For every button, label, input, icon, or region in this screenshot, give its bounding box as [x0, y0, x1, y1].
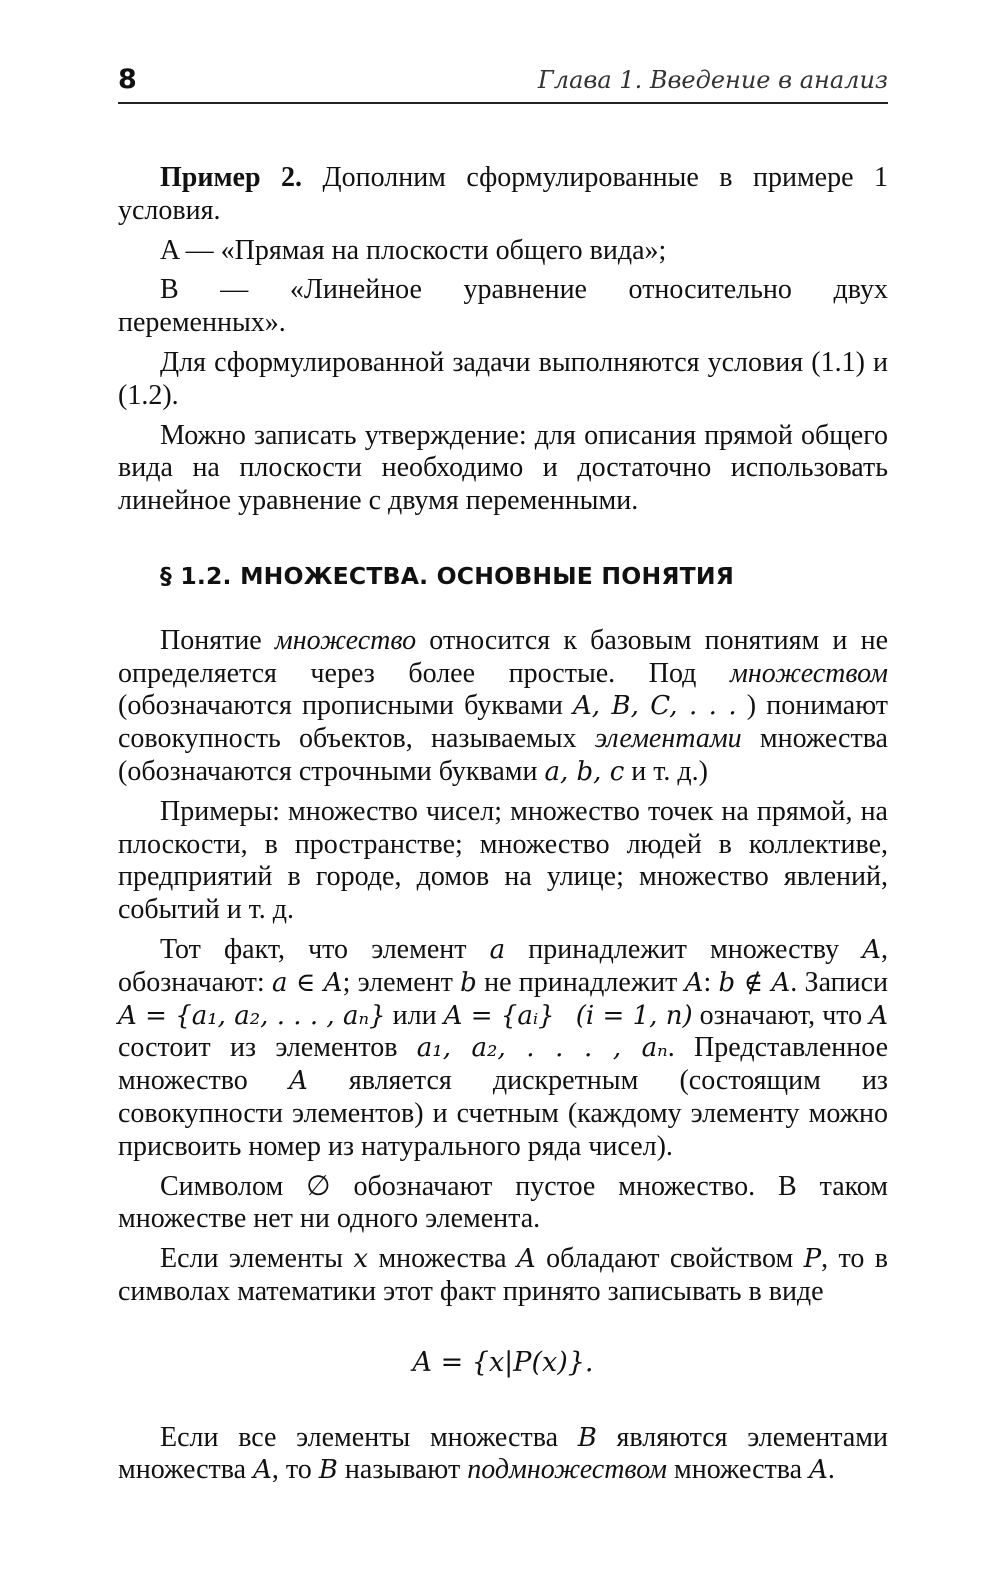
math: A = {a₁, a₂, . . . , aₙ} [118, 1000, 386, 1031]
math: a₁, a₂, . . . , aₙ [416, 1033, 668, 1064]
running-head [118, 58, 888, 104]
text: , то в символах математики этот факт принято записывать в виде [118, 1243, 888, 1307]
text: Символом [160, 1170, 307, 1202]
example-2-intro [118, 162, 888, 228]
section-heading: § 1.2. МНОЖЕСТВА. ОСНОВНЫЕ ПОНЯТИЯ [160, 561, 735, 590]
math: A [516, 1244, 536, 1275]
math: b [460, 967, 477, 998]
example-condition-b: B — «Линейное уравнение относительно двух переменных». [118, 274, 888, 339]
math: (i = 1, n) [575, 1000, 693, 1031]
text: ) понимают совокупность объектов, называемых [118, 690, 888, 755]
text: состоит из элементов [118, 1032, 417, 1064]
text: . Представленное множество [118, 1032, 888, 1097]
text: или [385, 999, 444, 1031]
text: называют [337, 1454, 468, 1486]
text: множества (обозначаются строчными буквами [118, 723, 888, 787]
text: множества [667, 1454, 810, 1486]
text: Если элементы [160, 1243, 354, 1275]
emphasis: множество [274, 624, 417, 656]
text: (обозначаются прописными буквами [118, 690, 574, 722]
text: является дискретным (состоящим из совокупности элементов) и счетным (каждому элементу можно присвоить номер из натурального ряда чисел). [118, 1065, 888, 1162]
math: a, b, c [544, 756, 625, 787]
math: b ∉ A [718, 967, 791, 998]
page-number: 8 [118, 64, 137, 95]
example-statement: Можно записать утверждение: для описания прямой общего вида на плоскости необходимо и достаточно использовать линейное уравнение с двумя переменными. [118, 419, 888, 517]
math: A [869, 1000, 888, 1031]
paragraph-set-definition [118, 625, 888, 789]
emphasis: подмножеством [467, 1454, 668, 1486]
emphasis: множеством [729, 657, 888, 689]
text: не принадлежит [476, 966, 685, 998]
text: множества [368, 1243, 517, 1275]
empty-set-symbol: ∅ [306, 1170, 331, 1202]
math: a [489, 934, 506, 965]
example-condition-a: A — «Прямая на плоскости общего вида»; [160, 234, 667, 266]
text: означают, что [692, 999, 870, 1031]
emphasis: элементами [594, 723, 742, 755]
text: . [827, 1454, 835, 1486]
math: B [318, 1455, 338, 1486]
math: x [353, 1244, 369, 1275]
text: . Записи [790, 966, 889, 998]
paragraph-examples: Примеры: множество чисел; множество точек на прямой, на плоскости, в пространстве; множество людей в коллективе, предприятий в городе, домов на улице; множество явлений, событий и т. д. [118, 795, 888, 926]
math: A, B, C, . . . [573, 691, 737, 722]
math: A = {aᵢ} [443, 1000, 555, 1031]
text: Тот факт, что элемент [160, 933, 490, 965]
text: обладают свойством [535, 1243, 804, 1275]
running-title: Глава 1. Введение в анализ [537, 66, 888, 94]
text: ; элемент [342, 966, 461, 998]
display-formula: A = {x|P(x)}. [412, 1346, 594, 1378]
paragraph-subset [118, 1422, 888, 1488]
paragraph-empty-set [118, 1171, 888, 1237]
math: A [862, 934, 881, 965]
text: , обозначают: [118, 933, 888, 998]
math: A [253, 1455, 272, 1486]
text: Понятие [160, 624, 275, 656]
body-text [118, 162, 888, 1487]
example-label: Пример 2. [160, 162, 303, 193]
math: B [577, 1422, 597, 1453]
math: a ∈ A [271, 967, 343, 998]
text: относится к базовым понятиям и не определяется через более простые. Под [118, 624, 888, 689]
paragraph-property [118, 1243, 888, 1309]
math: P [803, 1244, 822, 1275]
text: обозначают пустое множество. В таком множестве нет ни одного элемента. [118, 1170, 888, 1235]
example-conclusion: Для сформулированной задачи выполняются условия (1.1) и (1.2). [118, 346, 888, 411]
text: являются элементами множества [118, 1421, 888, 1486]
text: принадлежит множеству [505, 933, 863, 965]
math: A [809, 1455, 828, 1486]
text: : [703, 966, 719, 998]
example-text: Дополним сформулированные в примере 1 условия. [118, 162, 889, 226]
text: , то [271, 1454, 319, 1486]
math: A [288, 1066, 308, 1097]
paragraph-membership [118, 934, 888, 1164]
page [118, 58, 888, 1487]
text: и т. д.) [624, 755, 708, 787]
math: A [684, 967, 704, 998]
text: Если все элементы множества [160, 1421, 578, 1453]
